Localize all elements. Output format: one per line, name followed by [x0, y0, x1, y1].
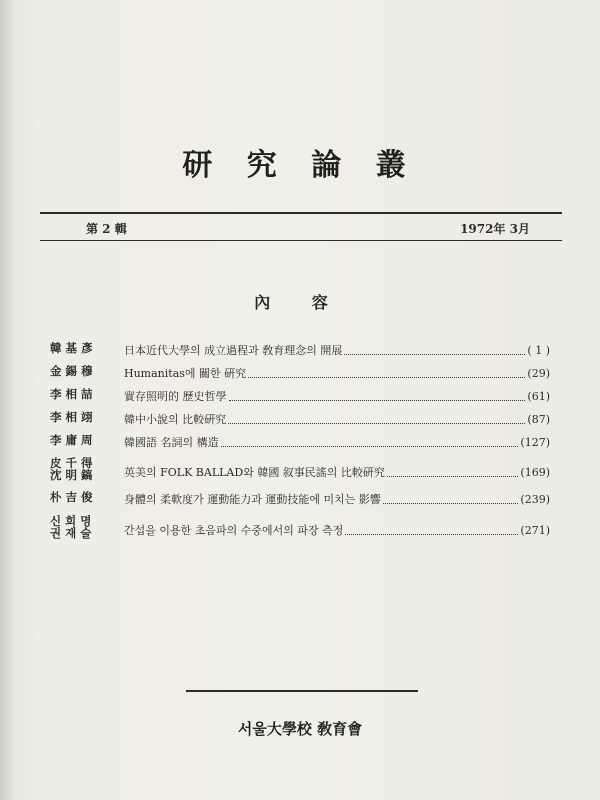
- toc-title: 韓中小說의 比較硏究: [124, 413, 227, 426]
- toc-entry-line: [124, 342, 550, 358]
- toc-page: (87): [527, 413, 550, 426]
- toc-entry: [40, 384, 560, 406]
- toc-entry-line: [124, 464, 550, 480]
- toc-author: 韓 基 彥: [50, 341, 93, 355]
- header-rule-top: [40, 212, 562, 214]
- toc-entry-line: [124, 388, 550, 404]
- toc-entry-line: [124, 491, 550, 507]
- toc-title: 간섭을 이용한 초음파의 수중에서의 파장 측정: [124, 524, 344, 537]
- binding-shadow: [0, 0, 14, 800]
- publisher-name: 서울大學校 敎育會: [237, 720, 363, 738]
- toc-title: 日本近代大學의 成立過程과 敎育理念의 開展: [124, 344, 343, 357]
- leader-dots: [344, 345, 525, 355]
- toc-author: 金 錫 穆: [50, 364, 93, 378]
- toc-author: 朴 吉 俊: [50, 490, 93, 504]
- toc-page: (169): [520, 466, 550, 479]
- header-rule-bottom: [40, 240, 562, 241]
- leader-dots: [387, 467, 518, 477]
- journal-title: 研 究 論 叢: [182, 148, 418, 183]
- toc-title: Humanitas에 關한 硏究: [124, 367, 247, 380]
- toc-entry: [40, 361, 560, 383]
- toc-entry-line: [124, 411, 550, 427]
- leader-dots: [228, 414, 525, 424]
- toc-entry: [40, 430, 560, 452]
- toc-author: 李 相 喆: [50, 387, 93, 401]
- leader-dots: [248, 368, 525, 378]
- toc-author: 皮 千 得 沈 明 鎬: [50, 456, 93, 482]
- toc-entry: [40, 338, 560, 360]
- leader-dots: [229, 391, 526, 401]
- toc-page: (271): [520, 524, 550, 537]
- toc-page: ( 1 ): [527, 344, 550, 357]
- toc-title: 身體의 柔軟度가 運動能力과 運動技能에 미치는 影響: [124, 493, 381, 506]
- leader-dots: [383, 494, 519, 504]
- toc-title: 英美의 FOLK BALLAD와 韓國 叙事民謠의 比較硏究: [124, 466, 385, 479]
- toc-entry-line: [124, 522, 550, 538]
- toc-entry: [40, 514, 560, 540]
- toc-entry-line: [124, 434, 550, 450]
- issue-row: [40, 216, 562, 238]
- contents-heading: 內 容: [254, 293, 346, 312]
- toc-author: 신 희 명 권 재 술: [50, 514, 92, 540]
- leader-dots: [221, 437, 519, 447]
- leader-dots: [345, 525, 518, 535]
- issue-number: 第 2 輯: [86, 222, 127, 236]
- toc-page: (29): [527, 367, 550, 380]
- footer-rule: [186, 690, 418, 692]
- toc-author: 李 相 翊: [50, 410, 93, 424]
- issue-date: 1972年 3月: [460, 222, 530, 236]
- toc-title: 韓國語 名詞의 構造: [124, 436, 219, 449]
- toc-entry: [40, 407, 560, 429]
- toc-page: (239): [520, 493, 550, 506]
- toc-entry: [40, 456, 560, 482]
- toc-entry-line: [124, 365, 550, 381]
- toc-page: (61): [527, 390, 550, 403]
- toc-entry: [40, 487, 560, 509]
- toc-page: (127): [520, 436, 550, 449]
- toc-title: 實存照明的 歷史哲學: [124, 390, 227, 403]
- toc-author: 李 庸 周: [50, 433, 93, 447]
